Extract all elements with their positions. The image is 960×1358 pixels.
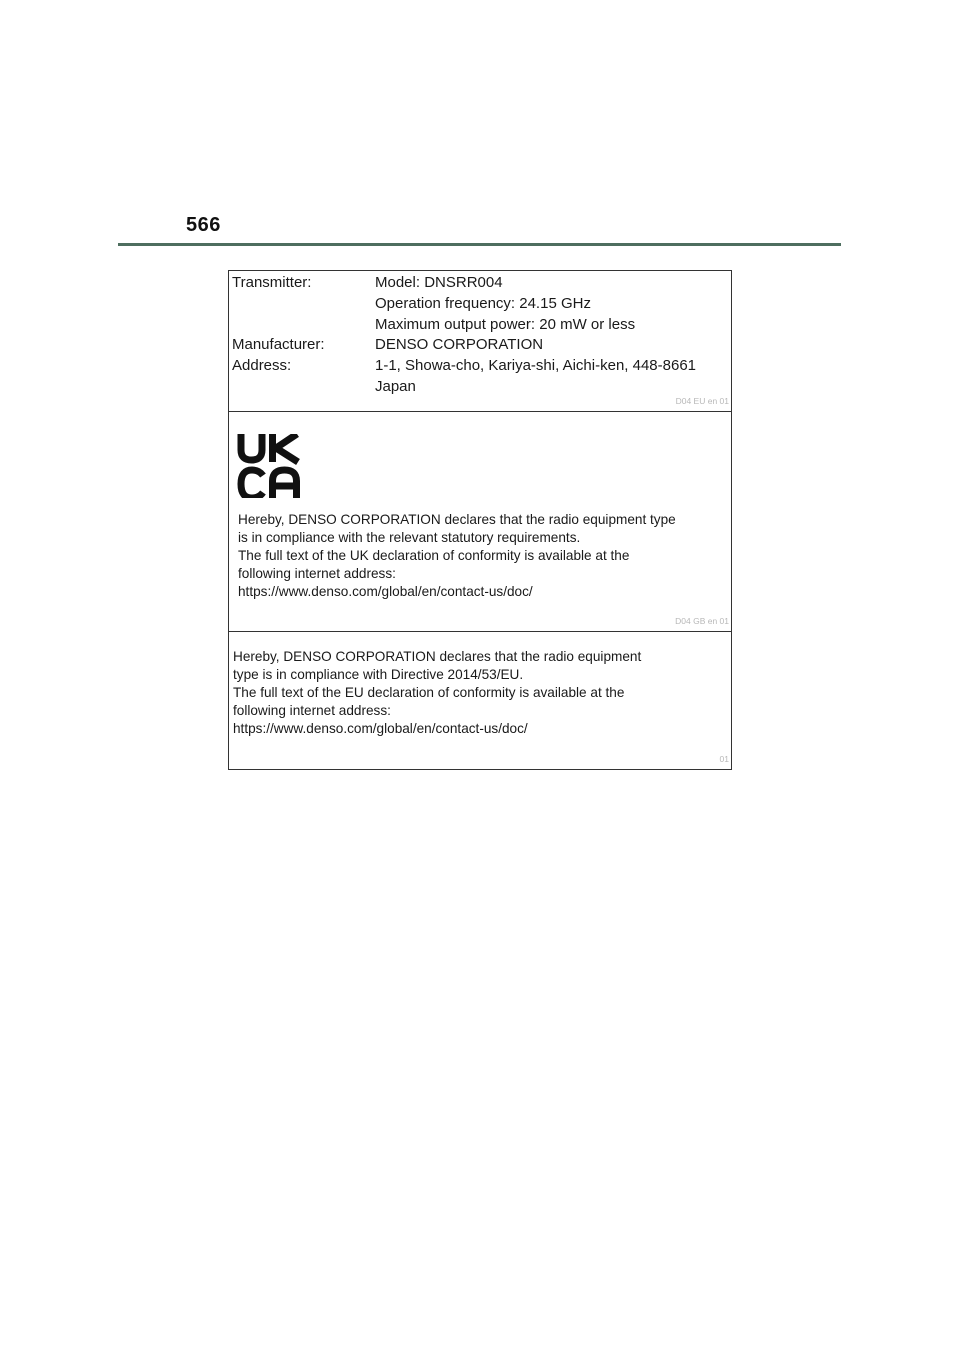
spec-label: Address: (232, 357, 292, 374)
spec-value: Maximum output power: 20 mW or less (375, 316, 636, 333)
eu-declaration-line: following internet address: (233, 703, 391, 718)
uk-declaration-line: Hereby, DENSO CORPORATION declares that the radio equipment type (238, 512, 676, 527)
eu-declaration-line: Hereby, DENSO CORPORATION declares that the radio equipment (233, 649, 642, 664)
uk-declaration-url: https://www.denso.com/global/en/contact-us/doc/ (238, 584, 533, 599)
spec-label: Transmitter: (232, 274, 312, 291)
eu-declaration-line: The full text of the EU declaration of conformity is available at the (233, 685, 625, 700)
declaration-box (228, 270, 732, 770)
uk-declaration-text (238, 511, 676, 601)
header-rule (118, 243, 841, 246)
spec-value: 1-1, Showa-cho, Kariya-shi, Aichi-ken, 448-8661 (375, 357, 697, 374)
section-code: D04 EU en 01 (675, 396, 729, 406)
eu-declaration-text (233, 648, 641, 738)
page-number: 566 (186, 214, 221, 236)
ukca-mark-icon (237, 434, 303, 503)
spec-value: DENSO CORPORATION (375, 336, 544, 353)
spec-value: Model: DNSRR004 (375, 274, 503, 291)
transmitter-specs-section (229, 271, 731, 412)
ukca-section (229, 412, 731, 632)
section-code: D04 GB en 01 (675, 616, 729, 626)
uk-declaration-line: is in compliance with the relevant statutory requirements. (238, 530, 581, 545)
spec-value: Operation frequency: 24.15 GHz (375, 295, 591, 312)
spec-label: Manufacturer: (232, 336, 325, 353)
section-code: 01 (719, 754, 729, 764)
spec-value: Japan (375, 378, 416, 395)
eu-declaration-section (229, 632, 731, 770)
uk-declaration-line: following internet address: (238, 566, 396, 581)
eu-declaration-line: type is in compliance with Directive 2014/53/EU. (233, 667, 524, 682)
uk-declaration-line: The full text of the UK declaration of conformity is available at the (238, 548, 630, 563)
eu-declaration-url: https://www.denso.com/global/en/contact-us/doc/ (233, 721, 528, 736)
